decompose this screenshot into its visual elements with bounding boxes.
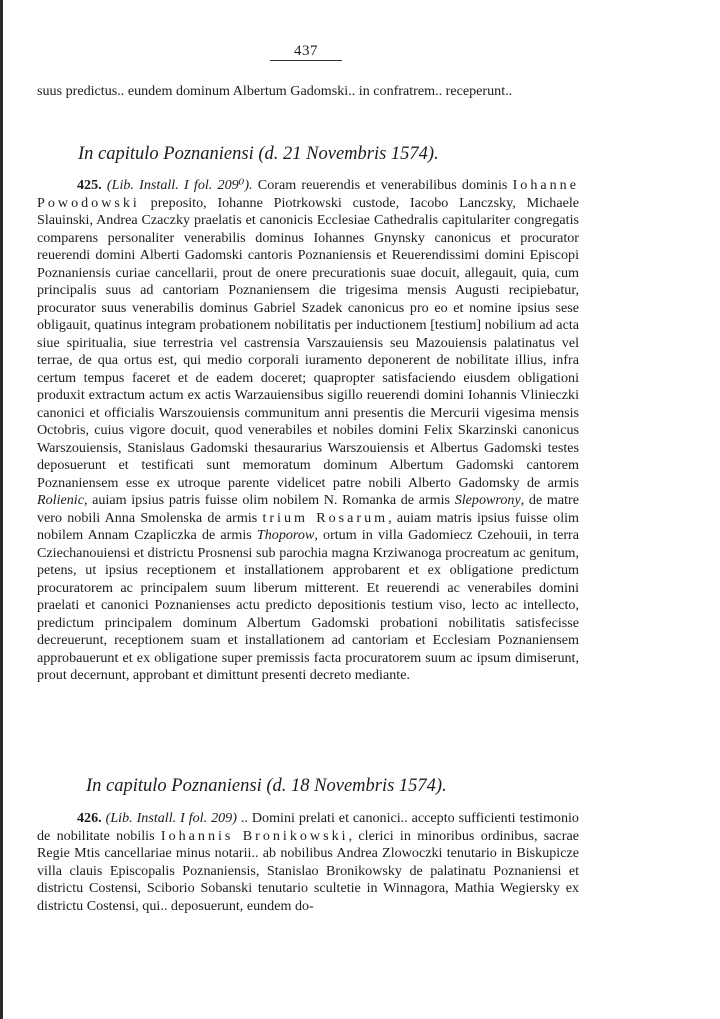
section-heading-2: In capitulo Poznaniensi (d. 18 Novembris 1574). [86,776,447,796]
entry-text: , auiam matris ipsius fuisse olim nobilem Annam Czapliczka de armis [37,509,579,543]
entry-number: 426. [77,810,102,826]
entry-text: Coram reuerendis et venerabilibus dominis [252,177,513,193]
spaced-name: Iohanne Powodowski [37,177,579,211]
entry-text: , ortum in villa Gadomiecz Czehouii, in terra Cziechanouiensi et districtu Prosnensi sub parochia magna Krziwanoga procreatum ac genitum, petens, ut ipsius receptionem et installationem approbarent et ex obligatione predictum procuratorem ac principalem suum liberum mitterent. Et reuerendi ac venerabiles domini praelati et canonici Poznanienses actu predicto depositionis testium viso, lecto ac intellecto, predictum principalem dominum Albertum Gadomski probationi nobilitatis satisfecisse decreuerunt, receptionem suam et installationem ad cantoriam et Ecclesiam Poznaniensem approbauerunt et ex obligatione super premissis facta procuratorem suum ac ipsum dimiserunt, prout decernunt, approbant et dimittunt presenti decreto mediante. [37,527,579,683]
entry-number: 425. [77,177,102,193]
entry-text: preposito, Iohanne Piotrkowski custode, Iacobo Lanczsky, Michaele Slauinski, Andrea Czaczky praelatis et canonicis Ecclesiae Cathedralis capitulariter congregatis comparens personaliter venerabilis dominus Iohannes Gnynsky canonicus et procurator reuerendi domini Alberti Gadomski cantoris Poznaniensis et Reuerendissimi domini Episcopi Poznaniensis curiae cancellarii, prout de onere precurationis suae docuit, allegauit, quia, cum principalis suus ad cantoriam Poznaniensem die trigesima mensis Augusti recipiebatur, procurator suus venerabilis dominus Gabriel Szadek canonicus pro eo et nomine ipsius sese obligauit, quatinus integram probationem nobilitatis per inductionem [testium] nobilium ad acta siue spiritualia, siue terrestria vel castrensia Varszauiensis seu Mazouiensis palatinatus vel terrae, de qua ortus est, qui medio corporali iuramento deponerent de nobilitate illius, infra certum tempus faceret et de eadem doceret; quapropter satisfaciendo eiusdem obligationi produxit extractum actum ex actis Warzauiensibus sigillo reuerendi domini Iohannis Vlinieczki canonici et officialis Warszouiensis communitum anni presentis die Mercurii vigesima mensis Octobris, cuius vigore docuit, quod venerabiles et nobiles domini Felix Skarzinski canonicus Warszouiensis, Stanislaus Gadomski thesaurarius Warszouiensis et Albertus Gadomski testes deposuerunt et testificati sunt memoratum dominum Albertum Gadomski cantorem Poznaniensem esse ex utroque parente videlicet patre nobili Alberto Gadomsky de armis [37,194,579,491]
entry-text: , de matre vero nobili Anna Smolenska de armis [37,492,579,526]
entry-text: auiam ipsius patris fuisse olim nobilem N. Romanka de armis [87,492,455,508]
continuation-paragraph: suus predictus.. eundem dominum Albertum Gadomski.. in confratrem.. receperunt.. [37,83,513,99]
page-number: 437 [270,43,342,61]
section-heading-1: In capitulo Poznaniensi (d. 21 Novembris 1574). [78,144,439,164]
entry-text: , clerici in minoribus ordinibus, sacrae Regie Mtis cancellariae minus notarii.. ab nobilibus Andrea Zlowoczki tenutario in Biskupicze villa clauis Episcopalis Poznaniensis, Stanislao Bronikowsky de palatinatu Poznaniensi et districtu Costensi, Sciborio Sobanski tenutario scultetie in Winnagora, Mathia Wegiersky ex districtu Costensi, qui.. deposuerunt, eundem do- [37,827,579,914]
left-page-edge-rule [0,0,3,1019]
source-reference: (Lib. Install. I fol. 209⁰). [106,177,253,193]
spaced-arms-name: trium Rosarum [262,509,389,526]
spaced-name: Iohannis Bronikowski [160,827,349,844]
coat-of-arms-name: Rolienic, [37,492,88,508]
entry-paragraph-426 [37,810,579,915]
entry-text: .. Domini prelati et canonici.. accepto sufficienti testimonio de nobilitate nobilis [37,810,579,844]
coat-of-arms-name: Thoporow [256,527,315,543]
entry-paragraph-425 [37,177,579,685]
source-reference: (Lib. Install. I fol. 209) [105,810,237,826]
coat-of-arms-name: Slepowrony [454,492,521,508]
